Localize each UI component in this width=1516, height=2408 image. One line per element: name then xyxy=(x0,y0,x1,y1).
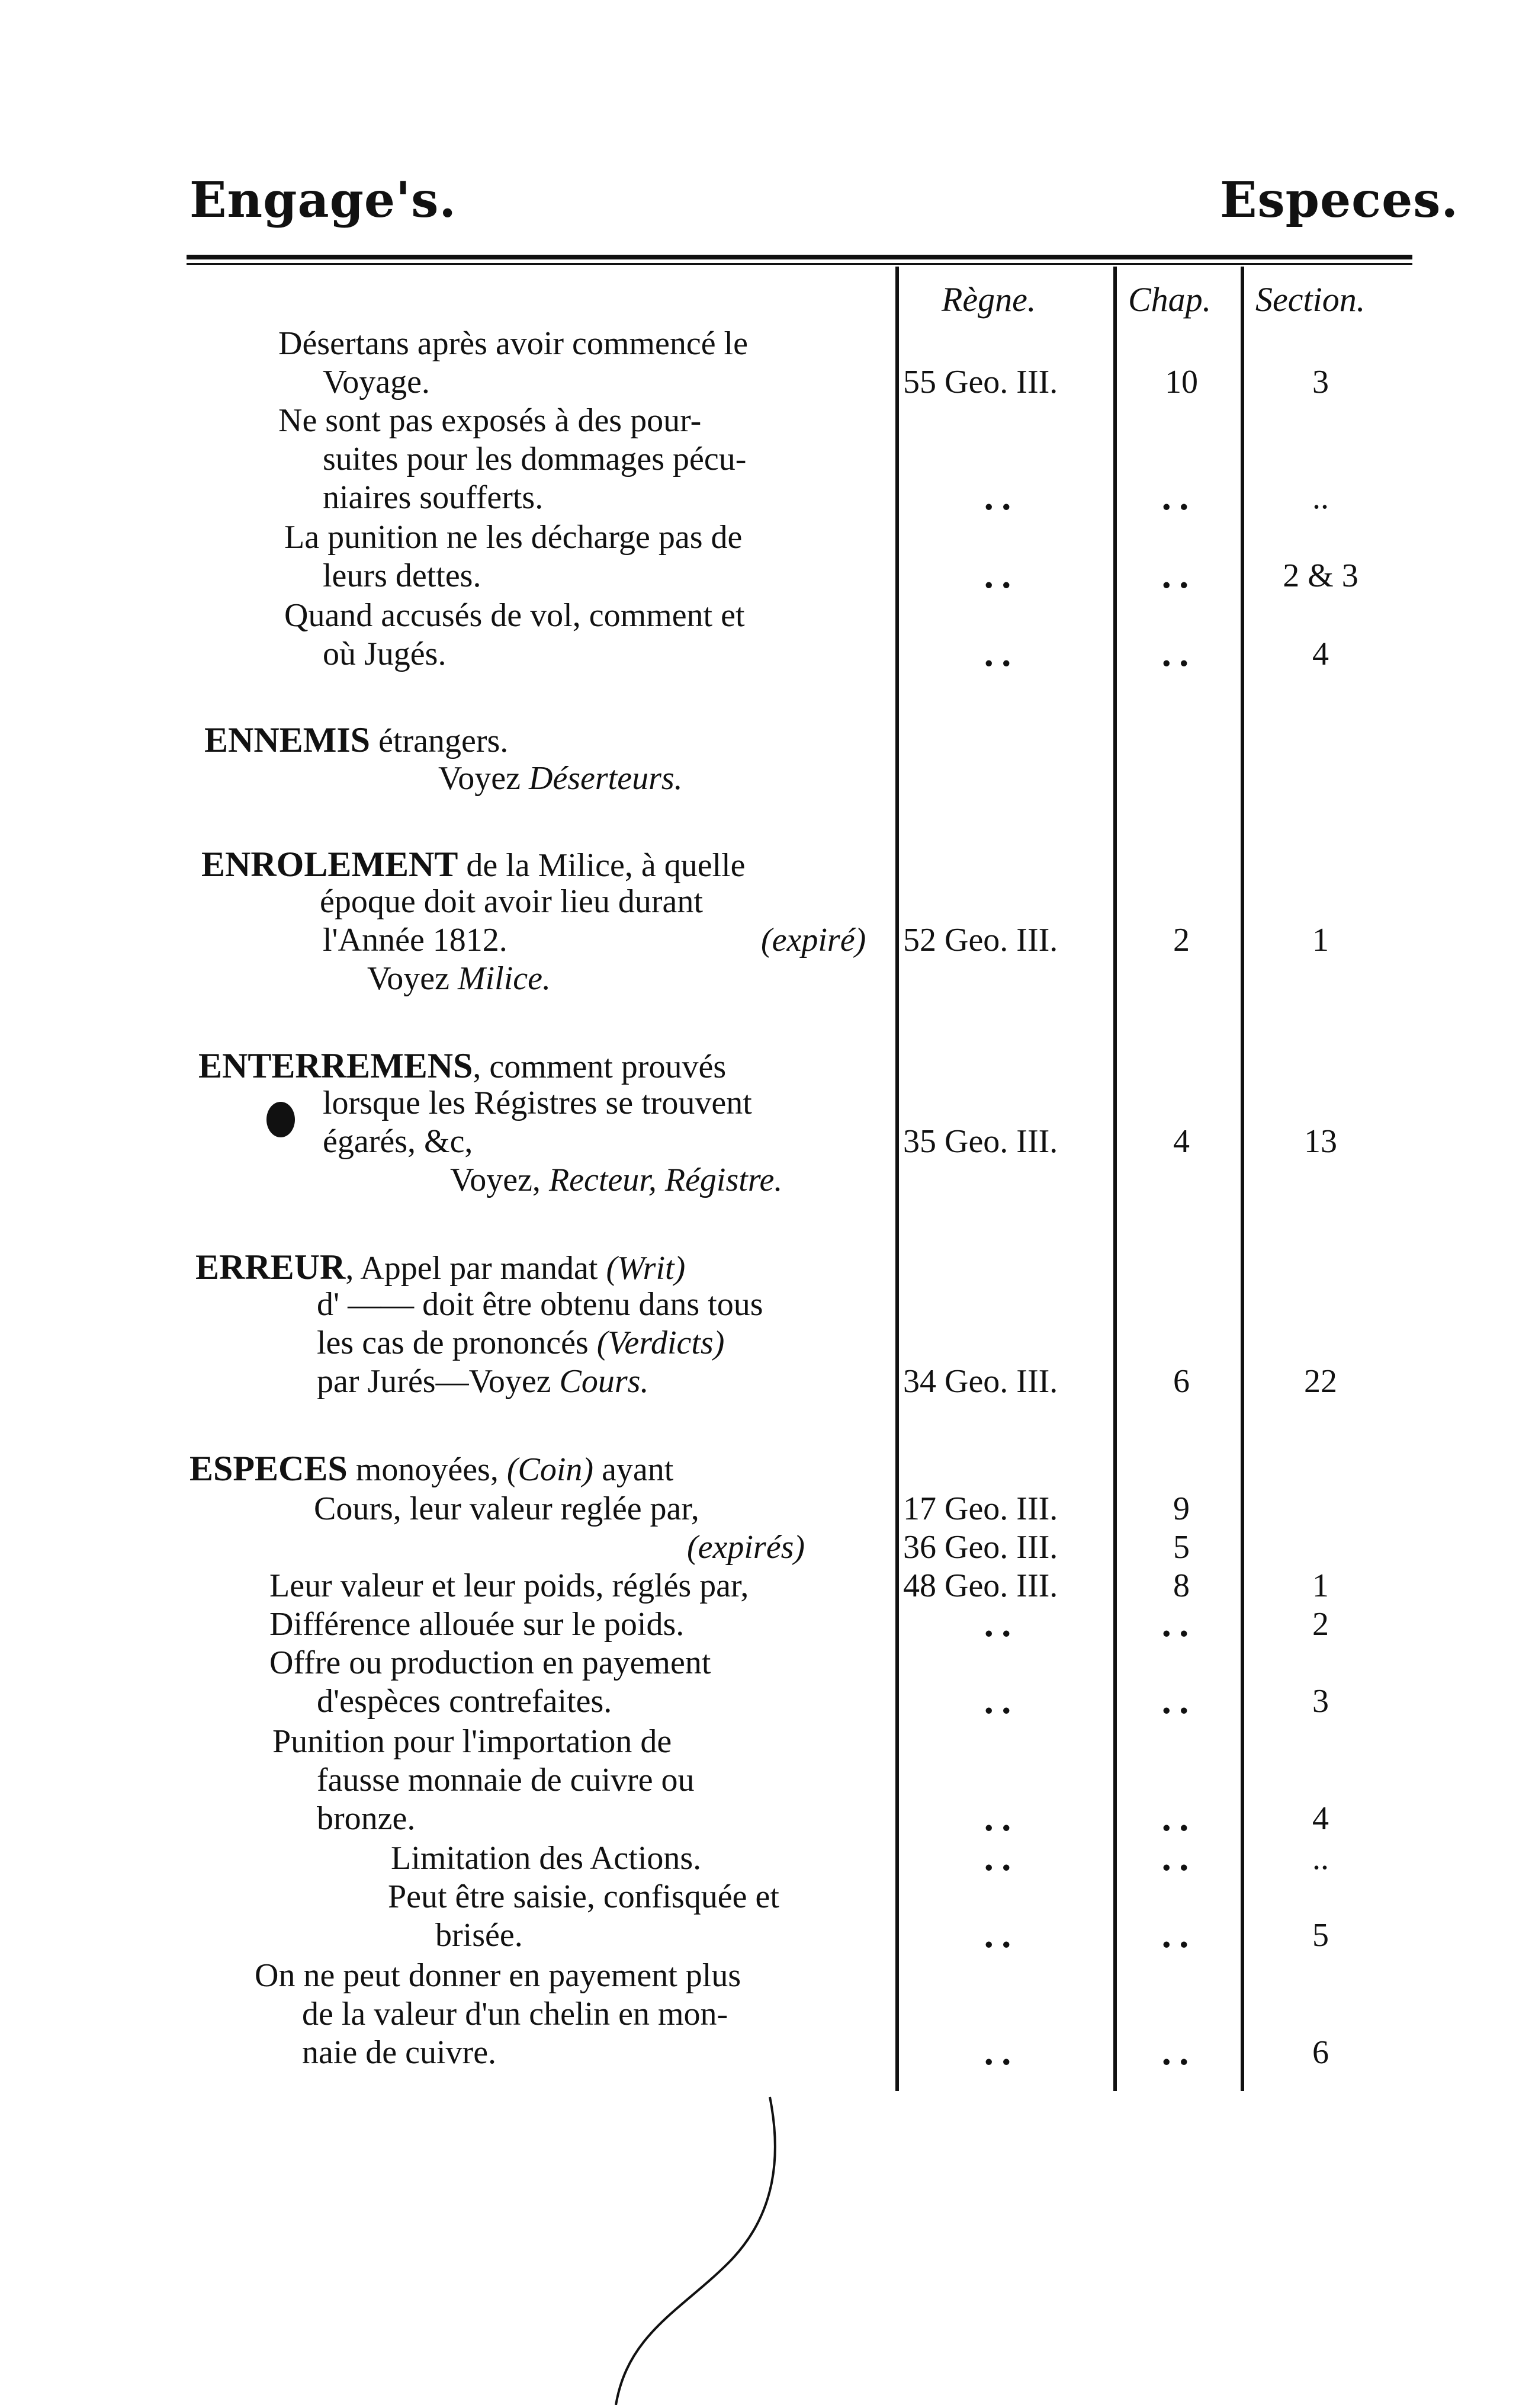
entry-line: égarés, &c, xyxy=(323,1123,473,1160)
entry-line: l'Année 1812. xyxy=(323,922,508,958)
section-cell: 6 xyxy=(1312,2034,1329,2071)
column-divider-2 xyxy=(1113,267,1117,2091)
header-rule xyxy=(187,255,1412,259)
entry-line xyxy=(367,960,551,998)
entry-text: , Appel par mandat xyxy=(345,1250,598,1287)
regne-cell: 17 Geo. III. xyxy=(903,1490,1058,1527)
running-head-left: Engage's. xyxy=(190,172,457,229)
ditto-mark: .. xyxy=(1161,1839,1196,1878)
entry-note: (expirés) xyxy=(687,1529,805,1566)
regne-cell: 52 Geo. III. xyxy=(903,922,1058,958)
entry-text: monoyées, xyxy=(355,1451,499,1488)
ditto-mark: .. xyxy=(1161,1605,1196,1644)
section-cell: 1 xyxy=(1312,922,1329,958)
column-divider-1 xyxy=(895,267,899,2091)
entry-line: Cours, leur valeur reglée par, xyxy=(314,1490,699,1527)
entry-line xyxy=(438,759,683,797)
chap-cell: 5 xyxy=(1173,1529,1190,1566)
ditto-mark: .. xyxy=(983,1800,1018,1839)
entry-line: fausse monnaie de cuivre ou xyxy=(317,1762,695,1798)
entry-heading: ENNEMIS xyxy=(204,720,371,759)
entry-line xyxy=(317,1324,724,1362)
entry-line xyxy=(450,1161,782,1199)
column-header-chap: Chap. xyxy=(1128,280,1212,319)
entry-line: On ne peut donner en payement plus xyxy=(255,1957,741,1994)
entry-line xyxy=(204,720,508,761)
ditto-mark: .. xyxy=(983,635,1018,674)
entry-text: les cas de prononcés xyxy=(317,1325,589,1361)
ditto-mark: .. xyxy=(983,557,1018,596)
ditto-mark: .. xyxy=(983,1682,1018,1721)
running-head-right: Especes. xyxy=(1220,172,1459,229)
entry-line: Désertans après avoir commencé le xyxy=(278,325,748,362)
ditto-mark: .. xyxy=(1161,2034,1196,2073)
column-header-regne: Règne. xyxy=(942,280,1036,319)
entry-line: suites pour les dommages pécu- xyxy=(323,441,747,477)
entry-heading: ENTERREMENS xyxy=(198,1046,473,1085)
entry-heading: ERREUR xyxy=(195,1248,346,1287)
entry-line: leurs dettes. xyxy=(323,557,481,594)
entry-line: La punition ne les décharge pas de xyxy=(284,519,743,556)
section-cell: 3 xyxy=(1312,364,1329,400)
entry-line xyxy=(198,1046,726,1086)
entry-text: Voyez xyxy=(367,960,449,997)
chap-cell: 8 xyxy=(1173,1567,1190,1604)
entry-text: Voyez, xyxy=(450,1162,541,1198)
entry-line: d'espèces contrefaites. xyxy=(317,1683,612,1720)
regne-cell: 34 Geo. III. xyxy=(903,1363,1058,1400)
entry-line xyxy=(190,1448,673,1489)
entry-text: ayant xyxy=(602,1451,674,1488)
section-cell: 4 xyxy=(1312,636,1329,672)
cross-reference: Recteur, Régistre. xyxy=(548,1162,783,1198)
ditto-mark: .. xyxy=(1161,1800,1196,1839)
pen-stroke xyxy=(592,2085,794,2405)
ditto-mark: .. xyxy=(983,1605,1018,1644)
chap-cell: 4 xyxy=(1173,1123,1190,1160)
section-cell: 2 & 3 xyxy=(1283,557,1358,594)
entry-line: Punition pour l'importation de xyxy=(272,1723,672,1760)
cross-reference: Milice. xyxy=(457,960,551,997)
entry-line: niaires soufferts. xyxy=(323,479,544,516)
entry-line: Peut être saisie, confisquée et xyxy=(388,1878,779,1915)
cross-reference: Déserteurs. xyxy=(528,760,683,797)
ink-blot xyxy=(266,1102,295,1137)
chap-cell: 2 xyxy=(1173,922,1190,958)
section-cell: 5 xyxy=(1312,1917,1329,1954)
entry-note: (expiré) xyxy=(761,922,866,958)
entry-line: Leur valeur et leur poids, réglés par, xyxy=(269,1567,749,1604)
entry-text: par Jurés—Voyez xyxy=(317,1363,551,1400)
entry-note: (Coin) xyxy=(506,1451,594,1488)
entry-line: d' —— doit être obtenu dans tous xyxy=(317,1286,763,1323)
entry-heading: ENROLEMENT xyxy=(201,845,458,884)
entry-line: Ne sont pas exposés à des pour- xyxy=(278,402,702,439)
entry-heading: ESPECES xyxy=(190,1449,348,1488)
section-cell: 2 xyxy=(1312,1606,1329,1643)
entry-line: Voyage. xyxy=(323,364,430,400)
entry-line: Quand accusés de vol, comment et xyxy=(284,597,745,634)
ditto-mark: .. xyxy=(1161,1682,1196,1721)
entry-line: Différence allouée sur le poids. xyxy=(269,1606,685,1643)
regne-cell: 35 Geo. III. xyxy=(903,1123,1058,1160)
entry-line: de la valeur d'un chelin en mon- xyxy=(302,1996,728,2032)
entry-line: Limitation des Actions. xyxy=(391,1840,702,1877)
entry-line: époque doit avoir lieu durant xyxy=(320,883,703,920)
header-rule-thin xyxy=(187,263,1412,265)
section-cell: 13 xyxy=(1304,1123,1337,1160)
entry-line xyxy=(195,1247,685,1288)
ditto-mark: .. xyxy=(1161,479,1196,518)
regne-cell: 48 Geo. III. xyxy=(903,1567,1058,1604)
entry-text: Voyez xyxy=(438,760,521,797)
entry-line: lorsque les Régistres se trouvent xyxy=(323,1085,752,1121)
entry-line: Offre ou production en payement xyxy=(269,1644,711,1681)
chap-cell: 6 xyxy=(1173,1363,1190,1400)
ditto-mark: .. xyxy=(983,2034,1018,2073)
column-divider-3 xyxy=(1241,267,1244,2091)
entry-text: , comment prouvés xyxy=(473,1049,727,1085)
section-cell: 1 xyxy=(1312,1567,1329,1604)
chap-cell: 9 xyxy=(1173,1490,1190,1527)
section-cell: 3 xyxy=(1312,1683,1329,1720)
regne-cell: 55 Geo. III. xyxy=(903,364,1058,400)
ditto-mark: .. xyxy=(1161,635,1196,674)
entry-line: brisée. xyxy=(435,1917,523,1954)
entry-line: où Jugés. xyxy=(323,636,447,672)
column-header-section: Section. xyxy=(1255,280,1366,319)
ditto-mark: .. xyxy=(983,479,1018,518)
ditto-mark: .. xyxy=(983,1839,1018,1878)
entry-line xyxy=(201,844,746,885)
entry-line xyxy=(317,1362,648,1400)
entry-note: (Verdicts) xyxy=(596,1325,725,1361)
ditto-mark: .. xyxy=(1161,1916,1196,1955)
cross-reference: Cours. xyxy=(559,1363,649,1400)
ditto-mark: .. xyxy=(983,1916,1018,1955)
entry-note: (Writ) xyxy=(606,1250,686,1287)
chap-cell: 10 xyxy=(1165,364,1198,400)
entry-text: étrangers. xyxy=(378,723,509,759)
regne-cell: 36 Geo. III. xyxy=(903,1529,1058,1566)
entry-line: bronze. xyxy=(317,1800,416,1837)
section-cell: .. xyxy=(1312,1840,1329,1877)
section-cell: .. xyxy=(1312,479,1329,516)
section-cell: 4 xyxy=(1312,1800,1329,1837)
entry-line: naie de cuivre. xyxy=(302,2034,497,2071)
entry-text: de la Milice, à quelle xyxy=(466,847,746,884)
section-cell: 22 xyxy=(1304,1363,1337,1400)
ditto-mark: .. xyxy=(1161,557,1196,596)
